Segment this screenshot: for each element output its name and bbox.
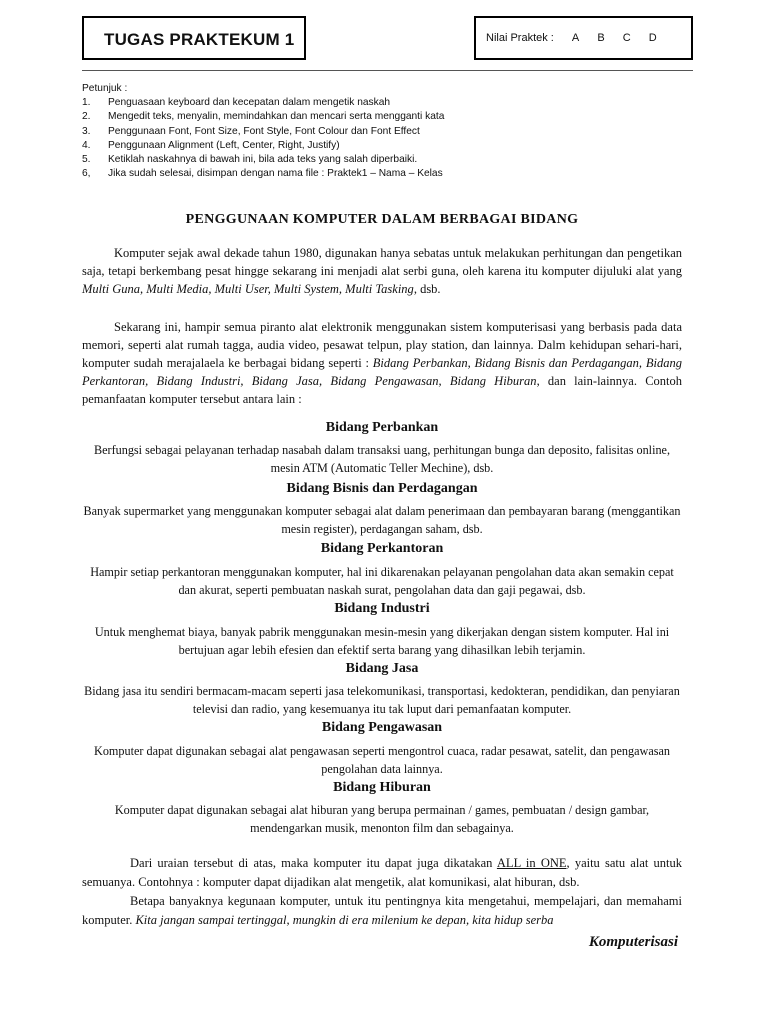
section-heading-jasa: Bidang Jasa xyxy=(345,661,419,676)
section-heading-industri: Bidang Industri xyxy=(334,601,430,616)
instruction-item xyxy=(82,125,702,139)
p2-text: Sekarang ini, hampir semua piranto alat elektronik menggunakan sistem komputerisasi yang berbasis pada data memori, seperti alat rumah tagga, audia video, pesawat telpun, play station, dan lainnya. Dalm kehidupan sehari-hari, komputer sudah merajalaela ke berbagai bidang seperti : xyxy=(82,320,682,370)
c1-underlined: ALL in ONE xyxy=(496,856,567,870)
section-body-bisnis: Banyak supermarket yang menggunakan komputer sebagai alat dalam penerimaan dan pembayaran barang (menggantikan mesin register), perdagangan saham, dsb. xyxy=(83,504,681,536)
grade-a: A xyxy=(571,32,580,44)
instruction-item xyxy=(82,110,702,124)
instruction-item xyxy=(82,167,702,181)
c2-italic: Kita jangan sampai tertinggal, mungkin di era milenium ke depan, kita hidup serba xyxy=(135,913,554,927)
page-title: TUGAS PRAKTEKUM 1 xyxy=(104,30,295,49)
header-divider xyxy=(82,70,693,71)
grade-c: C xyxy=(622,32,631,44)
c1-text: Dari uraian tersebut di atas, maka komputer itu dapat juga dikatakan xyxy=(130,856,497,870)
instruction-item xyxy=(82,153,702,167)
item-number: 4. xyxy=(82,139,91,151)
c1-end: , yaitu satu alat untuk semuanya. Contohnya : komputer dapat dijadikan alat mengetik, alat komunikasi, alat hiburan, dsb. xyxy=(82,856,682,889)
item-number: 2. xyxy=(82,111,91,123)
item-number: 5. xyxy=(82,154,91,166)
p2-end: , dan lain-lainnya. Contoh pemanfaatan komputer tersebut antara lain : xyxy=(82,374,683,406)
section-heading-bisnis: Bidang Bisnis dan Perdagangan xyxy=(286,481,478,496)
instruction-item xyxy=(82,139,702,153)
p1-end: , dsb. xyxy=(413,282,441,296)
instructions xyxy=(82,82,702,181)
p2-italic: Bidang Perbankan, Bidang Bisnis dan Perdagangan, Bidang Perkantoran, Bidang Industri, Bidang Jasa, Bidang Pengawasan, Bidang Hiburan xyxy=(82,356,682,388)
final-word: Komputerisasi xyxy=(588,934,678,950)
section-body-perbankan: Berfungsi sebagai pelayanan terhadap nasabah dalam transaksi uang, perhitungan bunga dan deposito, falisitas online, mesin ATM (Automatic Teller Mechine), dsb. xyxy=(93,443,671,475)
p1-italic: Multi Guna, Multi Media, Multi User, Multi System, Multi Tasking xyxy=(82,282,414,296)
section-heading-pengawasan: Bidang Pengawasan xyxy=(321,720,443,735)
score-label: Nilai Praktek : xyxy=(486,32,554,44)
section-body-industri: Untuk menghemat biaya, banyak pabrik menggunakan mesin-mesin yang dikerjakan dengan sistem komputer. Hal ini bertujuan agar lebih efesien dan efektif serta barang yang dihasilkan lebih terjamin. xyxy=(94,625,670,657)
section-body-pengawasan: Komputer dapat digunakan sebagai alat pengawasan seperti mengontrol cuaca, radar pesawat, satelit, dan pengawasan pengolahan data lainnya. xyxy=(94,744,670,776)
instruction-item xyxy=(82,96,702,110)
p1-text: Komputer sejak awal dekade tahun 1980, digunakan hanya sebatas untuk melakukan perhitungan dan pengetikan saja, tetapi berkembang pesat hingge sekarang ini menjadi alat serbi guna, oleh karena itu komputer dijuluki alat yang xyxy=(82,246,682,278)
item-text: Mengedit teks, menyalin, memindahkan dan mencari serta mengganti kata xyxy=(108,111,445,123)
item-text: Jika sudah selesai, disimpan dengan nama file : Praktek1 – Nama – Kelas xyxy=(108,168,443,180)
item-text: Ketiklah naskahnya di bawah ini, bila ada teks yang salah diperbaiki. xyxy=(108,154,418,166)
item-number: 6, xyxy=(82,168,91,180)
conclusion-paragraph xyxy=(82,854,682,930)
intro-paragraph xyxy=(82,244,682,298)
section-body-perkantoran: Hampir setiap perkantoran menggunakan komputer, hal ini dikarenakan pelayanan pengolahan data akan semakin cepat dan akurat, seperti pembuatan naskah surat, pengolahan data dan gaji pegawai, dsb. xyxy=(90,565,674,597)
section-body-jasa: Bidang jasa itu sendiri bermacam-macam seperti jasa telekomunikasi, transportasi, kedokteran, pendidikan, dan penyiaran televisi dan radio, yang kesemuanya itu tak luput dari pemanfaatan komputer. xyxy=(84,684,680,716)
grade-b: B xyxy=(597,32,605,44)
section-heading-perkantoran: Bidang Perkantoran xyxy=(320,541,444,556)
title-box xyxy=(82,16,306,60)
item-text: Penggunaan Alignment (Left, Center, Right, Justify) xyxy=(108,139,340,151)
score-box xyxy=(474,16,693,60)
c2-text: Betapa banyaknya kegunaan komputer, untuk itu pentingnya kita mengetahui, mempelajari, dan memahami komputer. xyxy=(82,894,682,927)
section-heading-hiburan: Bidang Hiburan xyxy=(333,780,431,795)
second-paragraph xyxy=(82,318,682,408)
item-number: 3. xyxy=(82,125,91,137)
section-heading-perbankan: Bidang Perbankan xyxy=(325,420,439,435)
document-title: PENGGUNAAN KOMPUTER DALAM BERBAGAI BIDANG xyxy=(185,212,579,227)
item-text: Penguasaan keyboard dan kecepatan dalam mengetik naskah xyxy=(108,97,391,109)
item-number: 1. xyxy=(82,97,91,109)
item-text: Penggunaan Font, Font Size, Font Style, Font Colour dan Font Effect xyxy=(108,125,420,137)
section-body-hiburan: Komputer dapat digunakan sebagai alat hiburan yang berupa permainan / games, pembuatan / design gambar, mendengarkan musik, menonton film dan sebagainya. xyxy=(114,803,650,835)
grade-d: D xyxy=(648,32,657,44)
instructions-heading: Petunjuk : xyxy=(82,83,128,94)
